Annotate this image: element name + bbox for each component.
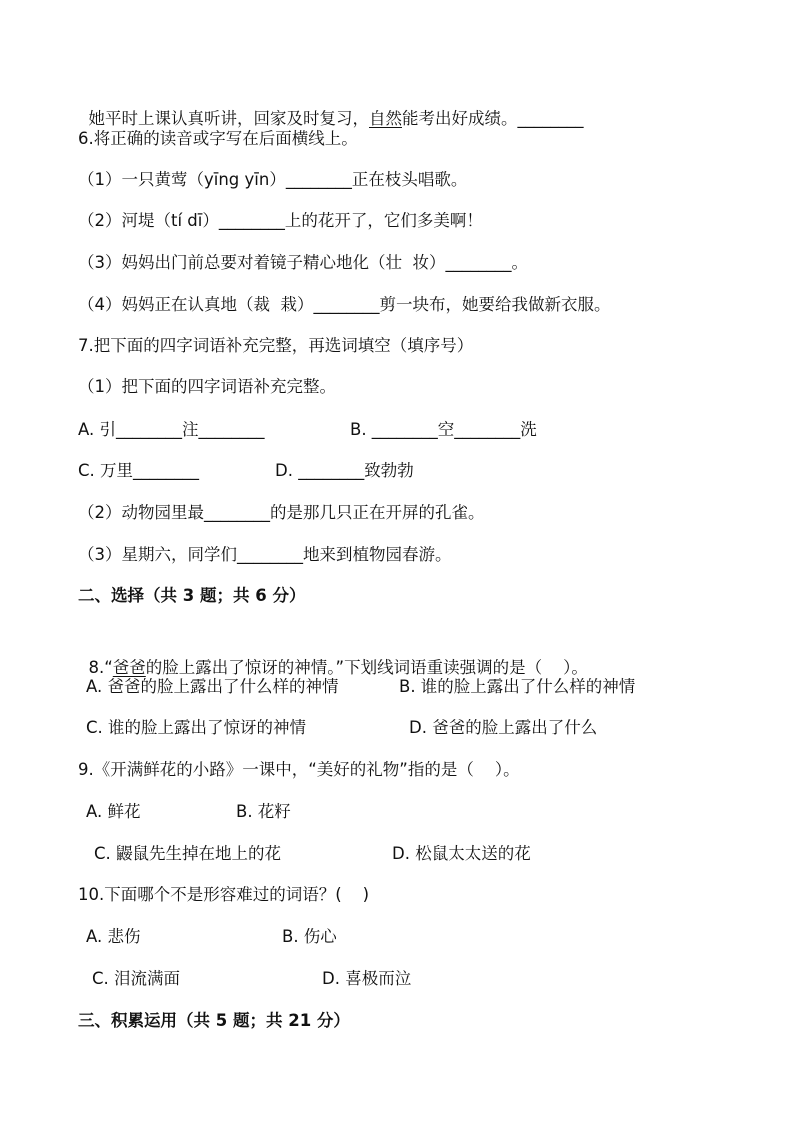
question-8-option-b: B. 谁的脸上露出了什么样的神情 — [399, 677, 636, 696]
question-7-option-a: A. 引________注________ — [78, 420, 265, 439]
question-10-title: 10.下面哪个不是形容难过的词语？( ) — [78, 885, 370, 904]
question-6-item-4: （4）妈妈正在认真地（裁 栽）________剪一块布，她要给我做新衣服。 — [78, 295, 611, 314]
question-9-option-d: D. 松鼠太太送的花 — [392, 844, 531, 863]
question-8-title — [78, 635, 588, 679]
question-7-option-c: C. 万里________ — [78, 461, 200, 480]
question-6-title: 6.将正确的读音或字写在后面横线上。 — [78, 129, 358, 148]
question-6-item-3: （3）妈妈出门前总要对着镜子精心地化（壮 妆）________。 — [78, 253, 528, 272]
question-10-option-a: A. 悲伤 — [86, 927, 141, 946]
question-7-option-b: B. ________空________洗 — [350, 420, 537, 439]
question-10-option-b: B. 伤心 — [282, 927, 337, 946]
underlined-word: 自然 — [369, 109, 402, 128]
question-10-option-d: D. 喜极而泣 — [322, 969, 412, 988]
question-7-title: 7.把下面的四字词语补充完整，再选词填空（填序号） — [78, 336, 474, 355]
question-8-option-d: D. 爸爸的脸上露出了什么 — [409, 718, 598, 737]
section-3-heading: 三、积累运用（共 5 题；共 21 分） — [78, 1011, 350, 1030]
question-7-sub-1: （1）把下面的四字词语补充完整。 — [78, 377, 336, 396]
question-7-sub-3: （3）星期六，同学们________地来到植物园春游。 — [78, 545, 452, 564]
section-2-heading: 二、选择（共 3 题；共 6 分） — [78, 586, 306, 605]
question-6-item-2: （2）河堤（tí dī）________上的花开了，它们多美啊！ — [78, 211, 483, 230]
question-9-option-b: B. 花籽 — [236, 802, 291, 821]
line-text-pre: 她平时上课认真听讲，回家及时复习， — [88, 109, 369, 128]
question-8-option-c: C. 谁的脸上露出了惊讶的神情 — [86, 718, 307, 737]
question-9-option-c: C. 鼹鼠先生掉在地上的花 — [94, 844, 282, 863]
question-8-option-a: A. 爸爸的脸上露出了什么样的神情 — [86, 677, 339, 696]
question-9-option-a: A. 鲜花 — [86, 802, 141, 821]
question-10-option-c: C. 泪流满面 — [92, 969, 181, 988]
question-7-option-d: D. ________致勃勃 — [275, 461, 414, 480]
question-6-item-1: （1）一只黄莺（yīng yīn）________正在枝头唱歌。 — [78, 170, 468, 189]
question-9-title: 9.《开满鲜花的小路》一课中，“美好的礼物”指的是（ ）。 — [78, 760, 520, 779]
q8-text-post: 的脸上露出了惊讶的神情。”下划线词语重读强调的是（ ）。 — [145, 658, 588, 677]
q8-underlined-word: 爸爸 — [112, 658, 146, 677]
question-continuation-line — [78, 86, 584, 130]
question-7-sub-2: （2）动物园里最________的是那几只正在开屏的孔雀。 — [78, 503, 485, 522]
line-text-post: 能考出好成绩。________ — [402, 109, 584, 128]
q8-text-pre: 8.“ — [88, 658, 113, 677]
